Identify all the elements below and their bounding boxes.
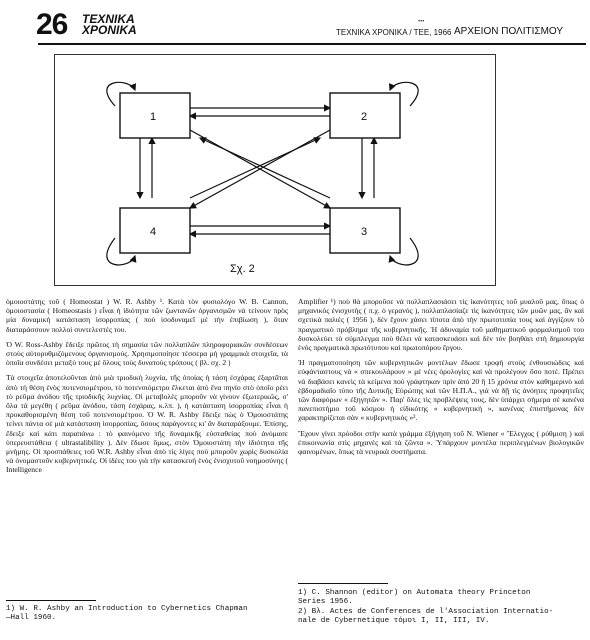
node-4-label: 4 <box>150 226 157 238</box>
archive-label: ΑΡΧΕΙΟΝ ΠΟΛΙΤΙΣΜΟΥ <box>454 26 564 37</box>
right-paragraph-2: Ἡ πραγματοποίηση τῶν κυβερνητικῶν μοντέλων ἔδωσε τροφὴ στοὺς ἐνθουσιώδεις καὶ εὐφάνταστους νὰ « σπεκουλάρουν » μὲ νέες ὁρολογίες καὶ νὰ προλέγουν ὅσο ποτέ. Πρέπει νὰ διαβάσει κανεὶς τὰ κείμενα ποὺ γράφτηκαν πρὶν ἀπὸ 20 ἢ 15 χρόνια στὸν καθημερινὸ καὶ ἑβδομαδιαῖο τύπο τῆς Δυτικῆς Εὐρώπης καὶ τῶν Η.Π.Α., γιὰ νὰ δῇ τὶς ἀνόητες προφητεῖες τῶν διαφόρων « ἐξηγητῶν ». Παρ' ὅλες τὶς προβλέψεις τους, δὲν ὑπάρχει σήμερα σὲ κανένα πανεπιστήμιο τοῦ κόσμου ἡ εἰδικότης « κυβερνητική », κανένας ἐπιστήμονας δὲν χαρακτηρίζεται σὰν « κυβερνητικός »². <box>298 358 584 423</box>
figure-caption: Σχ. 2 <box>230 263 255 275</box>
node-3-label: 3 <box>361 226 368 238</box>
node-2-label: 2 <box>361 111 368 123</box>
left-paragraph-2: Ὁ W. Ross-Ashby ἔδειξε πρῶτος τὴ σημασία τῶν πολλαπλῶν πληροφοριακῶν συνδέσεων στοὺς αὐτορυθμιζόμενους ὀργανισμούς. Χρησιμοποίησε τέσσερα μὴ γραμμικὰ στοιχεῖα, τὰ ὁποῖα συνδέσει μεταξύ τους μὲ ὅλους τοὺς δυνατοὺς τρόπους ( βλ. σχ. 2 ) <box>6 339 288 368</box>
footnote-left-1-line-2: —Hall 1960. <box>6 614 57 623</box>
footnotes-right <box>298 589 586 627</box>
link-4-2-diag <box>190 138 320 198</box>
page-header <box>6 6 584 46</box>
footnotes-left <box>6 605 288 624</box>
header-rule <box>38 43 586 45</box>
footnote-rule-left <box>6 600 96 601</box>
node-1-label: 1 <box>150 111 157 123</box>
journal-brand <box>82 14 137 36</box>
footnote-right-2-line-2: nale de Cybernetique τόμοι I, II, III, IV. <box>298 617 490 626</box>
left-paragraph-3: Τὰ στοιχεῖα ἀποτελοῦνται ἀπὸ μιὰ τριοδικὴ λυχνία, τῆς ὁποίας ἡ τάση ἐσχάρας ἐξαρτᾶται ἀπὸ τὴ θέση ἑνὸς ποτενσιομέτρου, τὸ ποτενσιόμετρο ἔλκεται ἀπὸ ἕνα πηνίο στὸ ὁποῖο ρέει τὸ ρεῦμα ἀνόδου τῆς τριοδικῆς λυχνίας. Οἱ μεταβολὲς μποροῦν νὰ γίνουν ἐξωτερικῶς, σ' ὅλα τὰ μεγέθη ( ρεῦμα ἀνόδου, τάση ἐσχάρας, κ.λπ. ), ἡ κατάσταση ἰσορροπίας εἶναι ἡ προκαθορισμένη θέση τοῦ ποτενσιομέτρου. Ὁ W. R. Ashby ἔδειξε πὼς ὁ Ὁμοιοστάτης τείνει πάντα σὲ μιὰ κατάσταση ἰσορροπίας, ὅσους παράγοντες κι' ἂν διαταράξουμε. Ἐπίσης, ἔδειξε καὶ κάτι παραπάνω : τὸ φαινόμενο τῆς δυναμικῆς εὐσταθείας ποὺ ἀνόμασε ὑπερευστάθεια ( ultrastalibility ). Δὲν ἔδωσε ὅμως, στὸν Ὁμοιοστάτη τὴν ἰδιότητα τῆς μνήμης. Οἱ προσπάθειες τοῦ W.R. Ashby εἶναι ἀπὸ τὶς λίγες ποὺ μποροῦν χωρὶς δυσκολία νὰ ὀνομαστοῦν κυβερνητικές. Οἱ ἰδέες του γιὰ τὴν κατασκευὴ ἑνὸς ἐνισχυτοῦ νοημοσύνης ( Intelligence <box>6 373 288 475</box>
left-paragraph-1: ὁμοιοστάτης τοῦ ( Homeostat ) W. R. Ashby ¹. Κατὰ τὸν φυσιολόγο W. B. Cannon, ὁμοιοστασία ( Homeostasis ) εἶναι ἡ ἰδιότητα τῶν ζωντανῶν ὀργανισμῶν νὰ τείνουν πρὸς μία δυναμικὴ κατάσταση ἰσορροπίας ( ποὺ ἰσοδυναμεῖ μὲ τὴν ἐπιβίωση ), ὅταν διαταράσσουν πολλοὶ συντελεστές του. <box>6 297 288 334</box>
footnote-right-1-line-1: 1) C. Shannon (editor) on Automata theory Princeton <box>298 589 531 597</box>
right-paragraph-1: Amplifier ¹) ποὺ θὰ μποροῦσε νὰ πολλαπλασιάσει τὶς ἱκανότητες τοῦ μυαλοῦ μας, ὅπως ὁ μηχανικὸς ἐνισχυτὴς ( π.χ. ὁ γερανός ), πολλαπλασίαζε τὶς ἱκανότητες τῶν μυῶν μας, ἂν καὶ σχετικὰ παλιὲς ( 1956 ), δὲν ἔχουν χάσει τίποτα ἀπὸ τὴν πρωτοτυπία τους καὶ ἀγγίζουν τὸ πραγματικὸ πρόβλημα τῆς κυβερνητικῆς. Ἡ ἀδυναμία τοῦ μαθηματικοῦ φορμαλισμοῦ του δυσκολεύει τὸ σύμπλεγμα ποὺ θέλει νὰ κατασκευάσει καὶ δὲν τὸν βοηθάει στὴ δημιουργία ἑνὸς πραγματικὰ πρωτότυπου καὶ πρωτοπόρου ἔργου. <box>298 297 584 353</box>
brand-line-1: ΤΕΧΝΙΚΑ <box>82 12 135 26</box>
header-dots: ••• <box>418 19 425 25</box>
figure-diagram <box>40 48 580 288</box>
right-paragraph-3: Ἔχουν γίνει πρόοδοι στὴν κατὰ γράμμα ἐξήγηση τοῦ N. Wiener « Ἔλεγχος ( ρύθμιση ) καὶ ἐπικοινωνία στὶς μηχανὲς καὶ τὰ ζῶντα ». Ὑπάρχουν μοντέλα περιπλεγμένων βιολογικῶν φαινομένων, ὅπως τὰ νευρικὰ συστήματα. <box>298 428 584 457</box>
page-number: 26 <box>36 8 68 41</box>
footnote-right-2-line-1: 2) Βλ. Actes de Conferences de l'Association Internatio- <box>298 607 554 616</box>
right-column <box>298 297 584 462</box>
brand-line-2: ΧΡΟΝΙΚΑ <box>82 23 137 37</box>
link-3-1-diag <box>200 138 330 198</box>
left-column <box>6 297 288 481</box>
footnote-right-1-line-2: Series 1956. <box>298 598 353 607</box>
footnote-left-1-line-1: 1) W. R. Ashby an Introduction to Cybernetics Chapman <box>6 605 248 613</box>
footnote-rule-right <box>298 583 388 584</box>
homeostat-diagram <box>40 48 580 288</box>
journal-issue: ΤΕΧΝΙΚΑ ΧΡΟΝΙΚΑ / ΤΕΕ, 1966 <box>336 28 452 37</box>
